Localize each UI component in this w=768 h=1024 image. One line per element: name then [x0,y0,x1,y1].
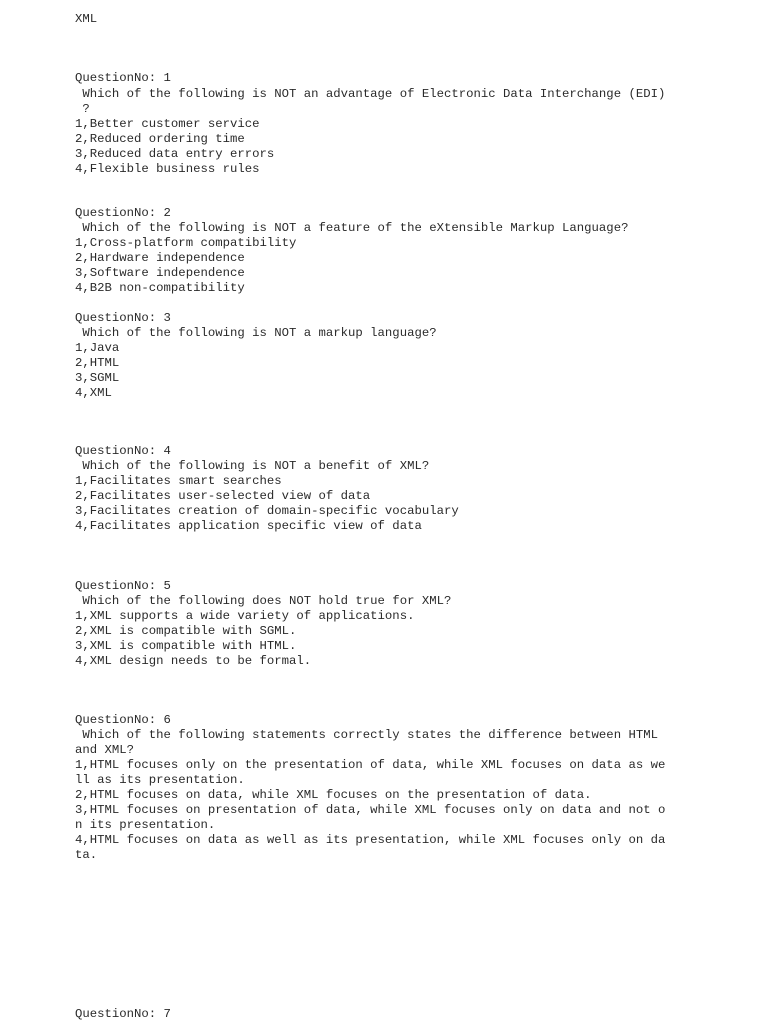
answer-option: 3,Facilitates creation of domain-specific vocabulary [75,504,459,518]
answer-option: 1,XML supports a wide variety of applications. [75,609,415,623]
question-heading: QuestionNo: 2 [75,206,171,220]
document-title: XML [75,12,98,26]
question-heading: QuestionNo: 3 [75,311,171,325]
question-text: Which of the following is NOT a feature of the eXtensible Markup Language? [75,221,629,235]
answer-option: 4,B2B non-compatibility [75,281,245,295]
answer-option: 4,XML design needs to be formal. [75,654,312,668]
question-text: Which of the following is NOT an advantage of Electronic Data Interchange (EDI) [75,87,666,101]
question-text: Which of the following is NOT a benefit of XML? [75,459,430,473]
answer-option: 1,HTML focuses only on the presentation of data, while XML focuses on data as we [75,758,666,772]
answer-option: n its presentation. [75,818,216,832]
answer-option: 4,XML [75,386,112,400]
answer-option: 4,Facilitates application specific view of data [75,519,422,533]
answer-option: 3,Software independence [75,266,245,280]
question-heading: QuestionNo: 5 [75,579,171,593]
question-heading: QuestionNo: 4 [75,444,171,458]
question-text: Which of the following does NOT hold true for XML? [75,594,452,608]
answer-option: ta. [75,848,98,862]
answer-option: 4,Flexible business rules [75,162,260,176]
answer-option: 2,Hardware independence [75,251,245,265]
question-text: ? [75,102,90,116]
answer-option: 4,HTML focuses on data as well as its presentation, while XML focuses only on da [75,833,666,847]
answer-option: 2,XML is compatible with SGML. [75,624,297,638]
question-heading: QuestionNo: 6 [75,713,171,727]
question-text: and XML? [75,743,135,757]
answer-option: 1,Facilitates smart searches [75,474,282,488]
question-heading: QuestionNo: 1 [75,71,171,85]
answer-option: ll as its presentation. [75,773,245,787]
answer-option: 1,Java [75,341,120,355]
answer-option: 3,HTML focuses on presentation of data, while XML focuses only on data and not o [75,803,666,817]
answer-option: 3,XML is compatible with HTML. [75,639,297,653]
question-text: Which of the following is NOT a markup language? [75,326,437,340]
answer-option: 1,Better customer service [75,117,260,131]
answer-option: 2,HTML [75,356,120,370]
answer-option: 2,HTML focuses on data, while XML focuses on the presentation of data. [75,788,592,802]
question-heading: QuestionNo: 7 [75,1007,171,1021]
answer-option: 3,SGML [75,371,120,385]
answer-option: 2,Facilitates user-selected view of data [75,489,371,503]
answer-option: 3,Reduced data entry errors [75,147,275,161]
answer-option: 1,Cross-platform compatibility [75,236,297,250]
question-text: Which of the following statements correctly states the difference between HTML [75,728,658,742]
answer-option: 2,Reduced ordering time [75,132,245,146]
